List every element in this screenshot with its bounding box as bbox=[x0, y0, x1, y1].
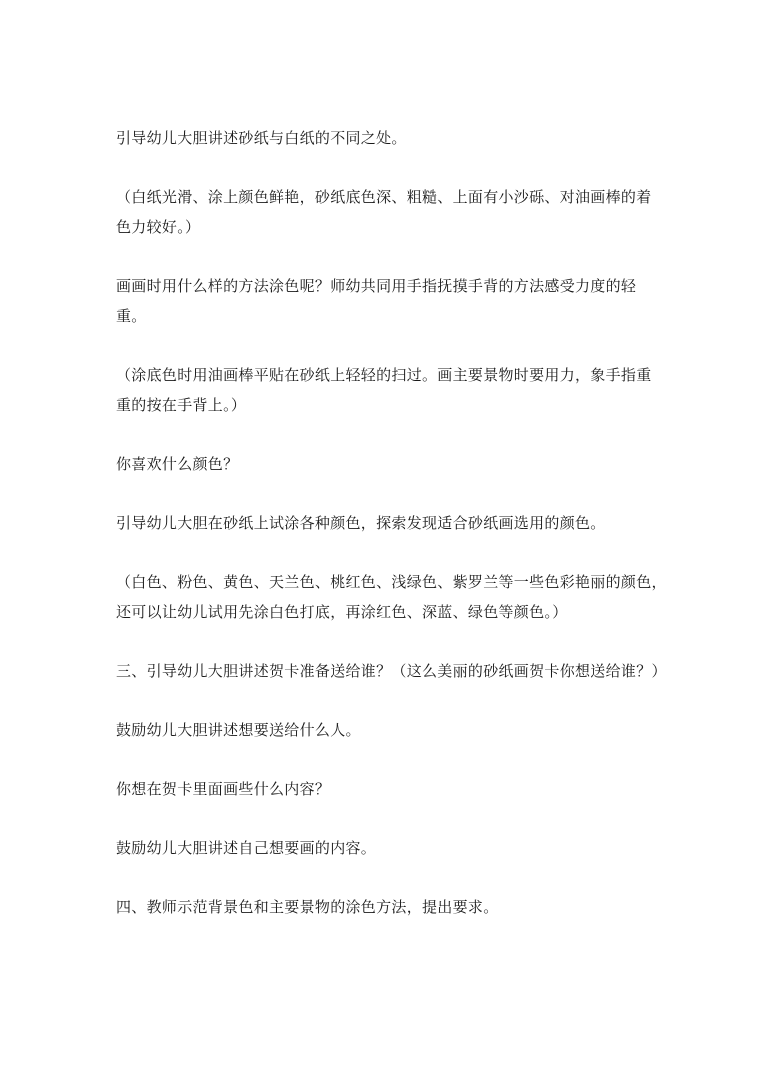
paragraph-line: （白纸光滑、涂上颜色鲜艳，砂纸底色深、粗糙、上面有小沙砾、对油画棒的着 bbox=[116, 188, 652, 206]
paragraph-line: （涂底色时用油画棒平贴在砂纸上轻轻的扫过。画主要景物时要用力，象手指重 bbox=[116, 366, 652, 384]
paragraph-line: 你喜欢什么颜色？ bbox=[116, 455, 239, 473]
paragraph-line: 引导幼儿大胆在砂纸上试涂各种颜色，探索发现适合砂纸画选用的颜色。 bbox=[116, 514, 606, 532]
paragraph-line: 画画时用什么样的方法涂色呢？师幼共同用手指抚摸手背的方法感受力度的轻 bbox=[116, 277, 637, 295]
paragraph-line: 三、引导幼儿大胆讲述贺卡准备送给谁？（这么美丽的砂纸画贺卡你想送给谁？） bbox=[116, 662, 667, 680]
paragraph-line: 还可以让幼儿试用先涂白色打底，再涂红色、深蓝、绿色等颜色。） bbox=[116, 603, 568, 621]
paragraph-line: 鼓励幼儿大胆讲述想要送给什么人。 bbox=[116, 721, 361, 739]
paragraph-line: 鼓励幼儿大胆讲述自己想要画的内容。 bbox=[116, 839, 377, 857]
paragraph-line: 重的按在手背上。） bbox=[116, 396, 247, 414]
paragraph-line: 四、教师示范背景色和主要景物的涂色方法，提出要求。 bbox=[116, 898, 499, 916]
paragraph-line: 你想在贺卡里面画些什么内容？ bbox=[116, 780, 331, 798]
paragraph-line: 重。 bbox=[116, 307, 147, 325]
paragraph-line: 色力较好。） bbox=[116, 218, 201, 236]
paragraph-line: 引导幼儿大胆讲述砂纸与白纸的不同之处。 bbox=[116, 129, 407, 147]
paragraph-line: （白色、粉色、黄色、天兰色、桃红色、浅绿色、紫罗兰等一些色彩艳丽的颜色， bbox=[116, 573, 667, 591]
